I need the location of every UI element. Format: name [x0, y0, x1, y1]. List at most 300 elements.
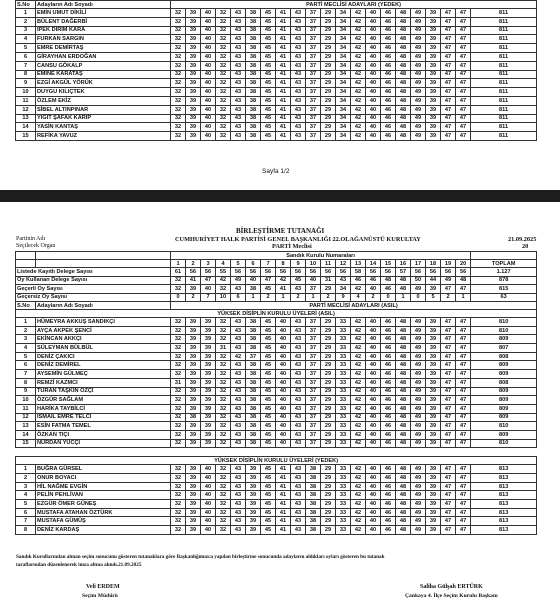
stats-value: 40	[306, 276, 321, 285]
vote-cell: 38	[306, 474, 321, 483]
table-row	[16, 344, 537, 353]
vote-cell: 42	[351, 474, 366, 483]
vote-cell: 40	[276, 361, 291, 370]
vote-cell: 39	[246, 526, 261, 535]
stats-value: 56	[276, 268, 291, 277]
vote-cell: 43	[291, 474, 306, 483]
vote-cell: 33	[336, 430, 351, 439]
vote-cell: 48	[396, 439, 411, 448]
vote-cell: 40	[201, 517, 216, 526]
vote-cell: 40	[366, 52, 381, 61]
vote-cell: 43	[291, 26, 306, 35]
vote-cell: 46	[381, 123, 396, 132]
table-row	[16, 422, 537, 431]
vote-cell: 38	[306, 482, 321, 491]
vote-cell: 32	[216, 17, 231, 26]
vote-cell: 37	[306, 79, 321, 88]
spacer-cell	[16, 448, 537, 457]
vote-cell: 33	[336, 344, 351, 353]
vote-cell: 45	[261, 526, 276, 535]
vote-cell: 29	[321, 413, 336, 422]
vote-cell: 40	[366, 508, 381, 517]
vote-cell: 38	[246, 132, 261, 141]
row-number: 7	[16, 370, 36, 379]
vote-cell: 43	[231, 344, 246, 353]
candidate-name: ÖZLEM EKİZ	[36, 96, 171, 105]
vote-cell: 38	[246, 88, 261, 97]
vote-cell: 42	[351, 9, 366, 18]
stats-value: 56	[366, 268, 381, 277]
total-cell: 811	[471, 35, 537, 44]
vote-cell: 49	[411, 114, 426, 123]
candidate-name: BÜLENT DAĞERBİ	[36, 17, 171, 26]
vote-cell: 39	[246, 482, 261, 491]
vote-cell: 31	[216, 344, 231, 353]
vote-cell: 47	[456, 70, 471, 79]
vote-cell: 34	[336, 105, 351, 114]
vote-cell: 46	[381, 491, 396, 500]
vote-cell: 39	[246, 491, 261, 500]
vote-cell: 39	[426, 352, 441, 361]
row-number: 1	[16, 465, 36, 474]
vote-cell: 43	[231, 79, 246, 88]
count-value: 20	[522, 243, 529, 250]
vote-cell: 47	[456, 482, 471, 491]
vote-cell: 32	[171, 361, 186, 370]
vote-cell: 39	[186, 88, 201, 97]
candidate-name: SİBEL ALTINPINAR	[36, 105, 171, 114]
vote-cell: 29	[321, 79, 336, 88]
vote-cell: 42	[351, 396, 366, 405]
stats-value: 57	[396, 268, 411, 277]
vote-cell: 38	[246, 361, 261, 370]
vote-cell: 47	[456, 404, 471, 413]
vote-cell: 40	[201, 132, 216, 141]
vote-cell: 37	[306, 422, 321, 431]
vote-cell: 34	[336, 79, 351, 88]
vote-cell: 40	[366, 404, 381, 413]
ballot-number: 20	[456, 260, 471, 268]
vote-cell: 40	[201, 508, 216, 517]
vote-cell: 40	[276, 439, 291, 448]
stats-value: 42	[216, 276, 231, 285]
vote-cell: 43	[291, 44, 306, 53]
row-number: 2	[16, 326, 36, 335]
vote-cell: 43	[231, 465, 246, 474]
row-number: 9	[16, 387, 36, 396]
table-row	[16, 491, 537, 500]
vote-cell: 29	[321, 17, 336, 26]
vote-cell: 38	[306, 491, 321, 500]
vote-cell: 46	[381, 344, 396, 353]
table-row	[16, 132, 537, 141]
vote-cell: 39	[426, 517, 441, 526]
vote-cell: 45	[261, 26, 276, 35]
vote-cell: 39	[426, 114, 441, 123]
vote-cell: 32	[216, 422, 231, 431]
vote-cell: 47	[456, 79, 471, 88]
vote-cell: 38	[246, 17, 261, 26]
row-number: 6	[16, 52, 36, 61]
vote-cell: 34	[336, 114, 351, 123]
vote-cell: 37	[306, 26, 321, 35]
vote-cell: 43	[291, 9, 306, 18]
vote-cell: 32	[171, 344, 186, 353]
vote-cell: 40	[366, 17, 381, 26]
vote-cell: 29	[321, 500, 336, 509]
vote-cell: 43	[231, 430, 246, 439]
vote-cell: 40	[276, 352, 291, 361]
vote-cell: 47	[456, 508, 471, 517]
vote-cell: 49	[411, 361, 426, 370]
page-gap	[0, 190, 560, 202]
table-row	[16, 26, 537, 35]
vote-cell: 43	[291, 482, 306, 491]
vote-cell: 32	[216, 70, 231, 79]
vote-cell: 33	[336, 335, 351, 344]
vote-cell: 38	[246, 61, 261, 70]
table-row	[16, 517, 537, 526]
vote-cell: 40	[366, 465, 381, 474]
vote-cell: 40	[366, 9, 381, 18]
vote-cell: 39	[201, 404, 216, 413]
vote-cell: 33	[336, 326, 351, 335]
vote-cell: 34	[336, 70, 351, 79]
candidate-name: HİL NAĞME EVGİN	[36, 482, 171, 491]
vote-cell: 33	[336, 378, 351, 387]
total-cell: 813	[471, 465, 537, 474]
vote-cell: 41	[276, 517, 291, 526]
vote-cell: 32	[171, 79, 186, 88]
vote-cell: 39	[186, 318, 201, 327]
vote-cell: 38	[246, 114, 261, 123]
ballot-number: 17	[411, 260, 426, 268]
vote-cell: 39	[186, 361, 201, 370]
vote-cell: 48	[396, 422, 411, 431]
table-row	[16, 123, 537, 132]
vote-cell: 32	[216, 61, 231, 70]
vote-cell: 39	[201, 335, 216, 344]
vote-cell: 39	[426, 422, 441, 431]
vote-cell: 39	[426, 35, 441, 44]
vote-cell: 40	[366, 326, 381, 335]
vote-cell: 47	[441, 61, 456, 70]
vote-cell: 38	[246, 335, 261, 344]
vote-cell: 42	[351, 35, 366, 44]
vote-cell: 43	[291, 335, 306, 344]
vote-cell: 29	[321, 114, 336, 123]
vote-cell: 29	[321, 96, 336, 105]
vote-cell: 46	[381, 430, 396, 439]
total-cell: 813	[471, 500, 537, 509]
vote-cell: 32	[171, 387, 186, 396]
candidate-name: BUĞRA GÜRSEL	[36, 465, 171, 474]
vote-cell: 39	[426, 123, 441, 132]
vote-cell: 45	[261, 17, 276, 26]
vote-cell: 41	[276, 474, 291, 483]
ballot-heading: Sandık Kurulu Numaraları	[171, 252, 471, 260]
vote-cell: 43	[231, 35, 246, 44]
vote-cell: 39	[201, 344, 216, 353]
vote-cell: 38	[246, 387, 261, 396]
vote-cell: 38	[306, 465, 321, 474]
vote-cell: 46	[381, 35, 396, 44]
vote-cell: 32	[171, 413, 186, 422]
vote-cell: 42	[351, 318, 366, 327]
vote-cell: 29	[321, 526, 336, 535]
vote-cell: 39	[426, 491, 441, 500]
row-number: 8	[16, 70, 36, 79]
vote-cell: 39	[186, 491, 201, 500]
row-number: 11	[16, 404, 36, 413]
vote-cell: 45	[261, 344, 276, 353]
stats-value: 5	[426, 293, 441, 302]
vote-cell: 39	[186, 9, 201, 18]
vote-cell: 49	[411, 404, 426, 413]
total-cell: 813	[471, 482, 537, 491]
ydk-title: YÜKSEK DİSİPLİN KURULU ÜYELERİ (ASIL)	[16, 310, 537, 318]
total-cell: 808	[471, 352, 537, 361]
stats-value: 2	[261, 293, 276, 302]
total-cell: 809	[471, 396, 537, 405]
stats-value: 56	[306, 268, 321, 277]
candidate-name: İSMAİL EMRE TELCİ	[36, 413, 171, 422]
vote-cell: 32	[171, 52, 186, 61]
vote-cell: 37	[306, 88, 321, 97]
vote-cell: 32	[171, 526, 186, 535]
table-row	[16, 430, 537, 439]
vote-cell: 40	[366, 500, 381, 509]
vote-cell: 40	[276, 335, 291, 344]
vote-cell: 32	[216, 326, 231, 335]
vote-cell: 43	[291, 508, 306, 517]
vote-cell: 33	[336, 526, 351, 535]
vote-cell: 47	[456, 44, 471, 53]
vote-cell: 38	[246, 378, 261, 387]
vote-cell: 49	[411, 465, 426, 474]
row-number: 2	[16, 17, 36, 26]
stats-value: 34	[336, 285, 351, 294]
vote-cell: 47	[456, 61, 471, 70]
vote-cell: 47	[456, 517, 471, 526]
vote-cell: 47	[456, 465, 471, 474]
vote-cell: 39	[201, 370, 216, 379]
table-row	[16, 70, 537, 79]
vote-cell: 37	[306, 344, 321, 353]
vote-cell: 40	[201, 491, 216, 500]
vote-cell: 47	[441, 35, 456, 44]
vote-cell: 49	[411, 474, 426, 483]
vote-cell: 38	[246, 70, 261, 79]
vote-cell: 47	[441, 482, 456, 491]
vote-cell: 42	[351, 17, 366, 26]
vote-cell: 43	[231, 508, 246, 517]
vote-cell: 48	[396, 88, 411, 97]
vote-cell: 48	[396, 517, 411, 526]
signer-right-name: Saliha Gülşah ERTÜRK	[420, 584, 483, 590]
vote-cell: 33	[336, 517, 351, 526]
vote-cell: 42	[351, 52, 366, 61]
vote-cell: 49	[411, 413, 426, 422]
vote-cell: 39	[186, 105, 201, 114]
candidate-name: HÜMEYRA AKKUŞ SANDIKÇI	[36, 318, 171, 327]
vote-cell: 38	[246, 326, 261, 335]
stats-value: 0	[411, 293, 426, 302]
vote-cell: 39	[426, 52, 441, 61]
vote-cell: 43	[291, 114, 306, 123]
stats-value: 1	[396, 293, 411, 302]
total-cell: 809	[471, 370, 537, 379]
vote-cell: 32	[216, 79, 231, 88]
vote-cell: 37	[306, 105, 321, 114]
vote-cell: 37	[306, 318, 321, 327]
vote-cell: 38	[306, 517, 321, 526]
stats-value: 55	[216, 268, 231, 277]
stats-value: 47	[456, 285, 471, 294]
vote-cell: 47	[441, 105, 456, 114]
blank-cell	[16, 260, 36, 268]
vote-cell: 42	[351, 88, 366, 97]
ballot-number: 16	[396, 260, 411, 268]
stats-value: 2	[186, 293, 201, 302]
vote-cell: 45	[261, 517, 276, 526]
vote-cell: 48	[396, 474, 411, 483]
blank-cell	[36, 260, 171, 268]
vote-cell: 39	[426, 61, 441, 70]
stats-value: 56	[321, 268, 336, 277]
vote-cell: 47	[456, 26, 471, 35]
vote-cell: 47	[441, 422, 456, 431]
vote-cell: 46	[381, 387, 396, 396]
vote-cell: 37	[306, 326, 321, 335]
vote-cell: 48	[396, 123, 411, 132]
vote-cell: 29	[321, 474, 336, 483]
vote-cell: 32	[216, 335, 231, 344]
vote-cell: 46	[381, 132, 396, 141]
stats-value: 48	[396, 285, 411, 294]
vote-cell: 39	[186, 500, 201, 509]
vote-cell: 38	[246, 404, 261, 413]
vote-cell: 29	[321, 370, 336, 379]
vote-cell: 47	[456, 88, 471, 97]
table-row	[16, 526, 537, 535]
vote-cell: 32	[171, 123, 186, 132]
total-cell: 813	[471, 474, 537, 483]
col-name: Adayların Adı Soyadı	[36, 1, 171, 9]
stats-value: 56	[411, 268, 426, 277]
vote-cell: 29	[321, 61, 336, 70]
candidate-name: YİĞİT ŞAFAK KARİP	[36, 114, 171, 123]
vote-cell: 47	[456, 52, 471, 61]
vote-cell: 39	[426, 474, 441, 483]
vote-cell: 40	[201, 26, 216, 35]
vote-cell: 39	[201, 361, 216, 370]
stats-value: 56	[246, 268, 261, 277]
vote-cell: 40	[276, 378, 291, 387]
stats-value: 43	[291, 285, 306, 294]
vote-cell: 43	[291, 17, 306, 26]
vote-cell: 39	[186, 352, 201, 361]
row-number: 12	[16, 105, 36, 114]
vote-cell: 33	[336, 439, 351, 448]
vote-cell: 42	[351, 96, 366, 105]
stats-value: 56	[186, 268, 201, 277]
stats-label: Oy Kullanan Delege Sayısı	[16, 276, 171, 285]
vote-cell: 47	[441, 9, 456, 18]
vote-cell: 43	[231, 422, 246, 431]
vote-cell: 34	[336, 88, 351, 97]
vote-cell: 38	[246, 44, 261, 53]
col-sno: S.No	[16, 302, 36, 310]
vote-cell: 38	[306, 508, 321, 517]
vote-cell: 48	[396, 465, 411, 474]
vote-cell: 32	[216, 96, 231, 105]
vote-cell: 33	[336, 465, 351, 474]
vote-cell: 46	[381, 88, 396, 97]
vote-cell: 37	[306, 352, 321, 361]
vote-cell: 46	[381, 361, 396, 370]
stats-value: 37	[306, 285, 321, 294]
vote-cell: 32	[216, 482, 231, 491]
vote-cell: 32	[216, 361, 231, 370]
vote-cell: 48	[396, 9, 411, 18]
vote-cell: 39	[186, 96, 201, 105]
vote-cell: 43	[231, 474, 246, 483]
vote-cell: 49	[411, 44, 426, 53]
vote-cell: 41	[276, 465, 291, 474]
vote-cell: 47	[441, 335, 456, 344]
candidate-name: EKİNCAN AKKÇI	[36, 335, 171, 344]
vote-cell: 49	[411, 422, 426, 431]
stats-value: 46	[366, 276, 381, 285]
total-cell: 810	[471, 326, 537, 335]
vote-cell: 40	[201, 482, 216, 491]
ballot-number: 13	[351, 260, 366, 268]
candidate-name: EMRE DEMİRTAŞ	[36, 44, 171, 53]
vote-cell: 39	[186, 404, 201, 413]
vote-cell: 40	[366, 378, 381, 387]
vote-cell: 32	[171, 335, 186, 344]
total-cell: 811	[471, 52, 537, 61]
ballot-number: 7	[261, 260, 276, 268]
vote-cell: 40	[366, 132, 381, 141]
vote-cell: 45	[261, 396, 276, 405]
vote-cell: 45	[261, 52, 276, 61]
stats-value: 56	[261, 268, 276, 277]
vote-cell: 47	[456, 422, 471, 431]
candidate-name: DENİZ ÇAKICI	[36, 352, 171, 361]
vote-cell: 40	[276, 387, 291, 396]
candidate-name: DENİZ KARDAŞ	[36, 526, 171, 535]
vote-cell: 42	[351, 61, 366, 70]
vote-cell: 40	[366, 361, 381, 370]
vote-cell: 48	[396, 378, 411, 387]
blank-cell	[36, 252, 171, 260]
vote-cell: 29	[321, 318, 336, 327]
candidate-name: ÖZKAN TIÇI	[36, 430, 171, 439]
vote-cell: 37	[306, 404, 321, 413]
ballot-number: 19	[441, 260, 456, 268]
row-number: 5	[16, 500, 36, 509]
vote-cell: 42	[351, 70, 366, 79]
stats-value: 0	[171, 293, 186, 302]
vote-cell: 32	[216, 132, 231, 141]
row-number: 13	[16, 422, 36, 431]
row-number: 6	[16, 361, 36, 370]
vote-cell: 39	[426, 44, 441, 53]
total-cell: 811	[471, 44, 537, 53]
vote-cell: 32	[171, 326, 186, 335]
